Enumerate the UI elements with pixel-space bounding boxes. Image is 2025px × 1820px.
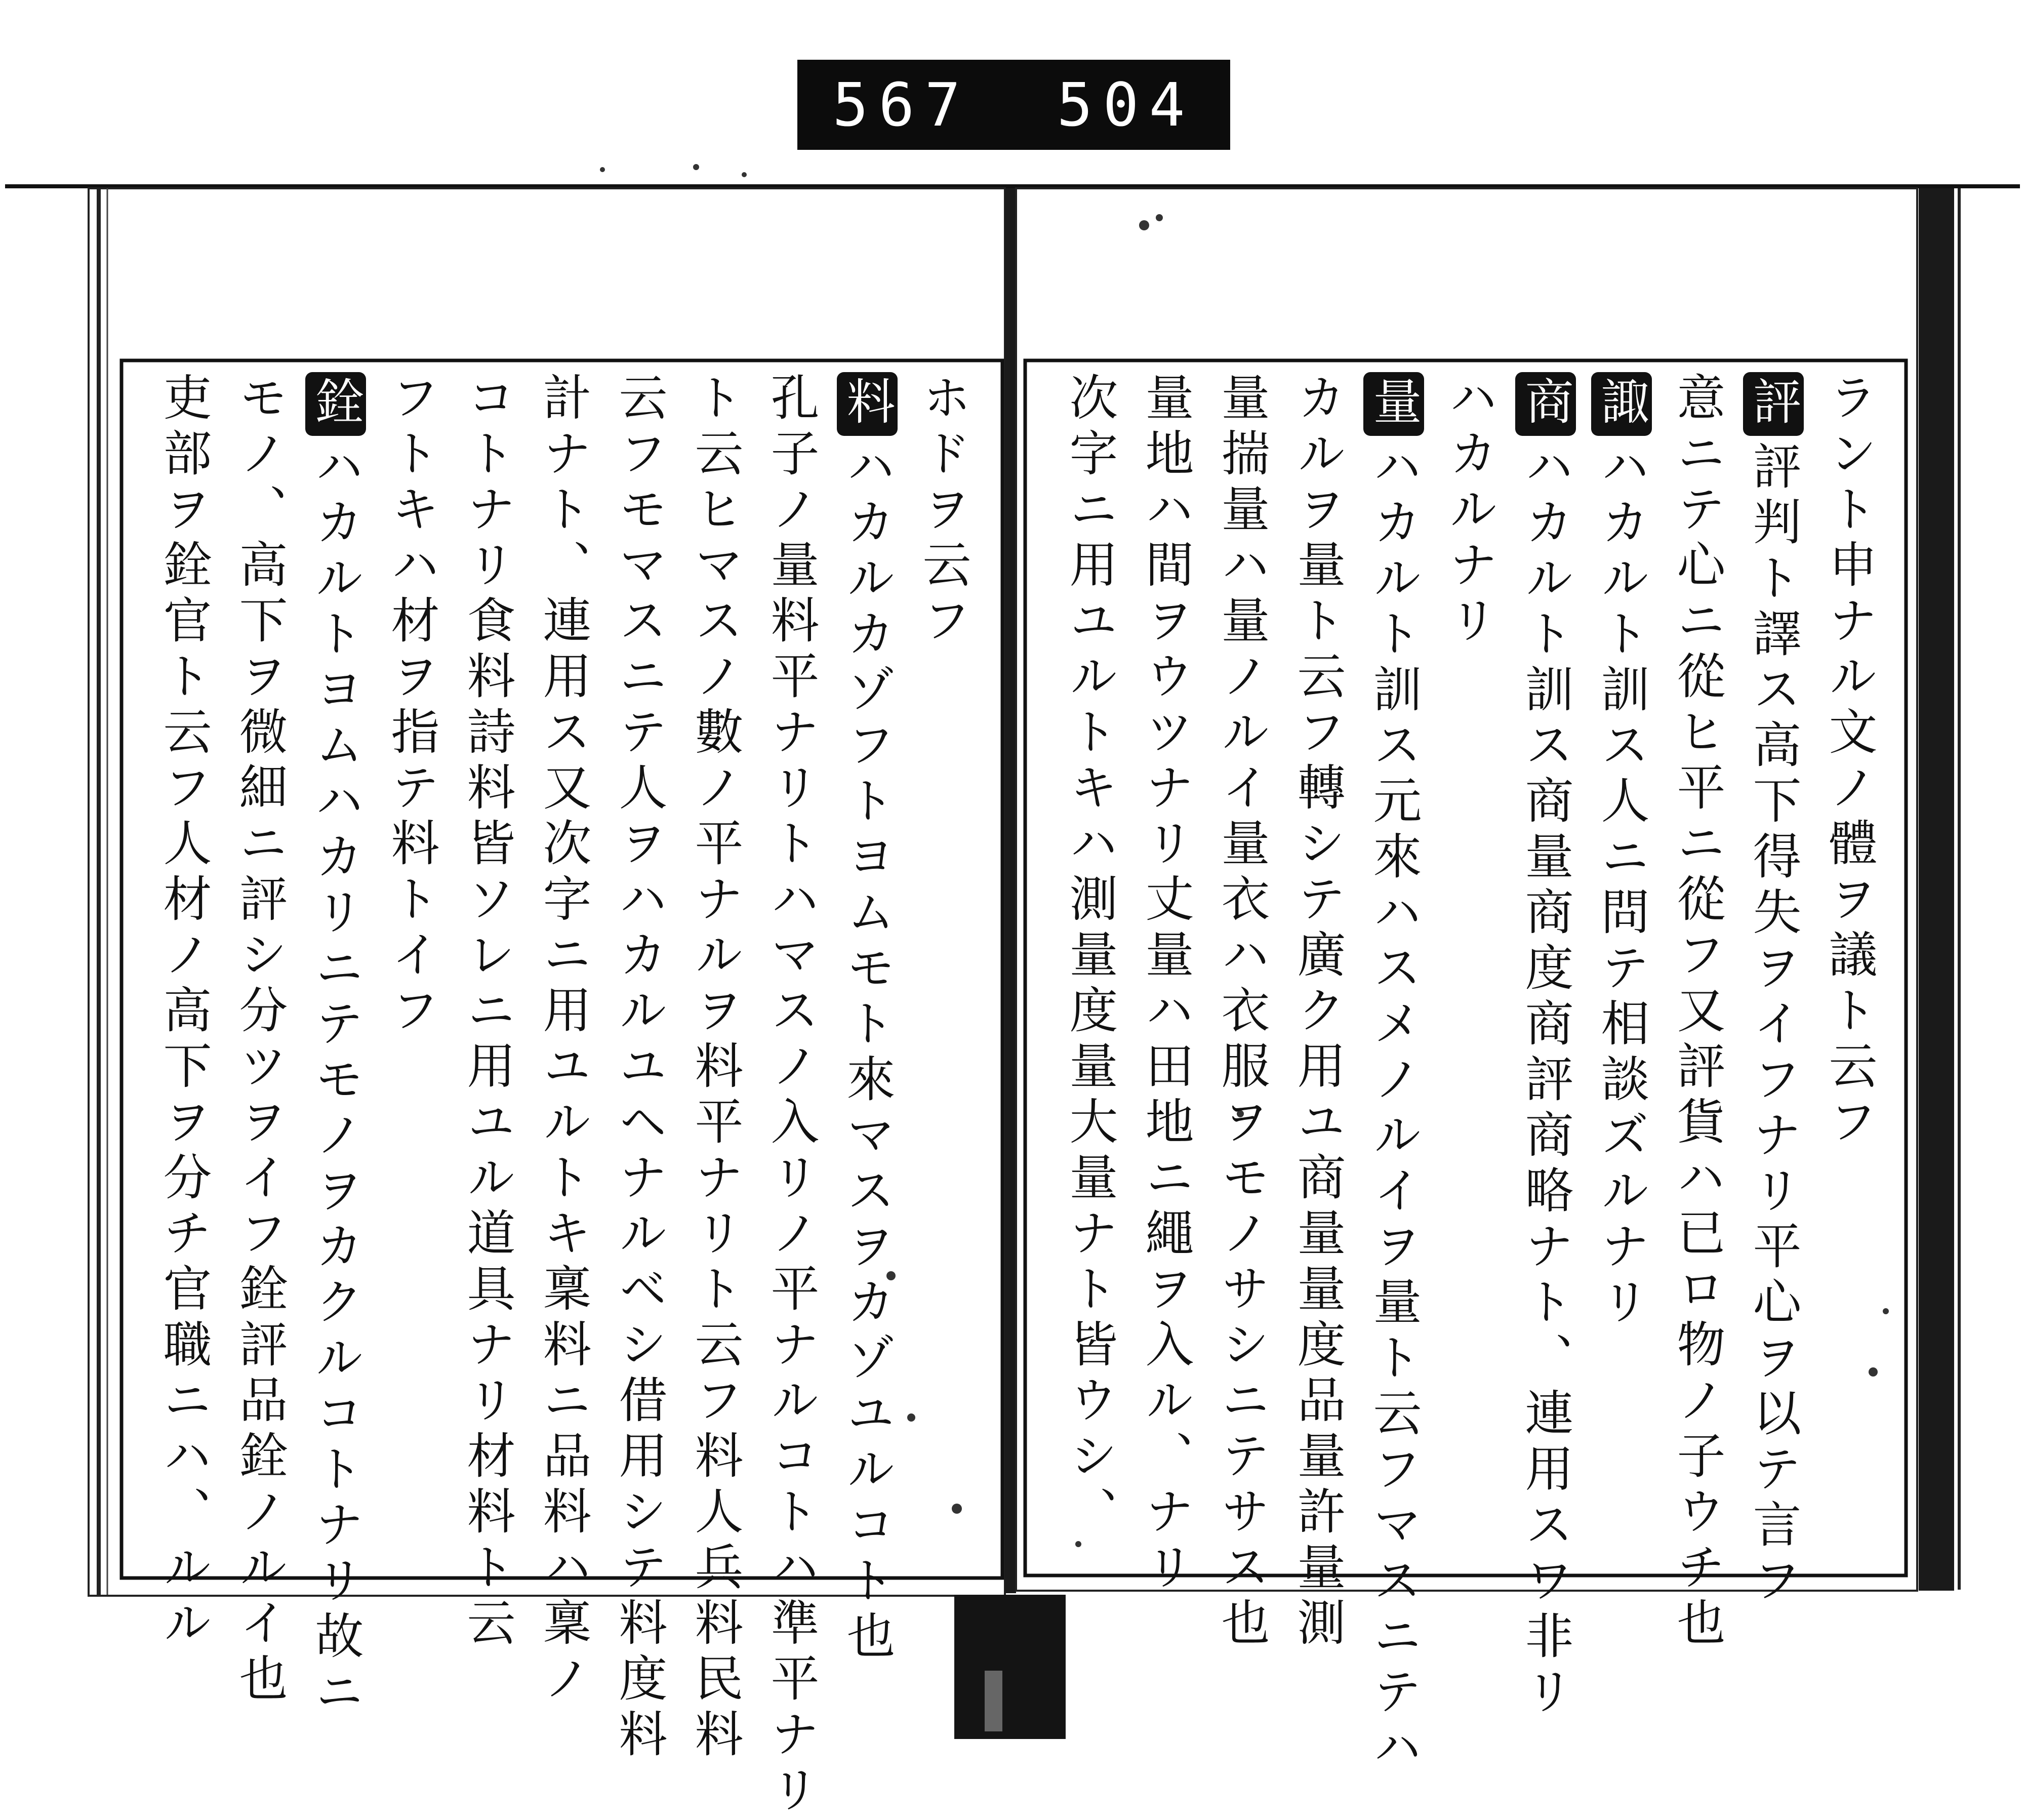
left-page-line: 孔子ノ量料平ナリトハマスノ入リノ平ナルコトハ準平ナリ [763, 372, 820, 1820]
left-page-column [687, 372, 744, 1764]
left-page-column [155, 372, 212, 1653]
left-page-line: モノ、高下ヲ微細ニ評シ分ツヲイフ銓評品銓ノルイ也 [231, 372, 288, 1709]
binding-strip [954, 1595, 1066, 1739]
right-page-line: ハカルト訓ス商量商度商評商略ナト、連用スワ非リ [1517, 441, 1574, 1722]
tag-number-right: 504 [1057, 70, 1195, 140]
left-page-column [839, 372, 896, 1666]
left-page-column [459, 372, 516, 1653]
left-page-column [307, 372, 364, 1722]
right-page-column [1062, 372, 1118, 1567]
right-page-headword: 諏 [1591, 372, 1652, 436]
left-page-headword: 銓 [305, 372, 366, 436]
right-page-line: 量揣量ハ量ノルイ量衣ハ衣服ヲモノサシニテサス也 [1213, 372, 1270, 1653]
right-page-column [1365, 372, 1422, 1777]
binding-strip-highlight [985, 1671, 1002, 1731]
left-page-column [535, 372, 592, 1709]
right-page-line: 意ニテ心ニ從ヒ平ニ從フ又評貨ハ已ロ物ノ子ウチ也 [1669, 372, 1726, 1653]
right-page-column [1441, 372, 1498, 1567]
right-page-line: ラント申ナル文ノ體ヲ議ト云フ [1821, 372, 1878, 1152]
right-page-headword: 評 [1743, 372, 1804, 436]
tag-number-left: 567 [832, 70, 971, 140]
right-page-column [1745, 372, 1802, 1610]
right-page-column [1593, 372, 1650, 1567]
left-page-column [915, 372, 971, 1567]
left-page-column [611, 372, 668, 1764]
left-page-line: フトキハ材ヲ指テ料トイフ [383, 372, 440, 1040]
right-page-line: ハカルト訓ス人ニ問テ相談ズルナリ [1593, 441, 1650, 1332]
right-page-column [1289, 372, 1346, 1653]
left-page-headword: 料 [837, 372, 898, 436]
left-page-line: 計ナト、連用ス又次字ニ用ユルトキ稟料ニ品料ハ稟ノ [535, 372, 592, 1709]
right-page-headword: 商 [1515, 372, 1576, 436]
left-page-line: 云フモマスニテ人ヲハカルユヘナルベシ借用シテ料度料 [611, 372, 668, 1764]
right-page-column [1669, 372, 1726, 1653]
right-page-line: ハカルト訓ス元來ハスメノルイヲ量ト云フマスニテハ [1365, 441, 1422, 1777]
right-fore-edge [1919, 188, 1954, 1591]
left-page-column [763, 372, 820, 1820]
left-page-column [231, 372, 288, 1709]
right-page-column [1213, 372, 1270, 1653]
left-page-line: ハカルトヨムハカリニテモノヲカクルコトナリ故ニ [307, 441, 364, 1722]
call-number-tag [797, 60, 1230, 150]
right-page-headword: 量 [1363, 372, 1424, 436]
left-page-column [383, 372, 440, 1567]
right-page-line: 次字ニ用ユルトキハ測量度量大量ナト皆ウシ、 [1062, 372, 1118, 1542]
left-page-line: ホドヲ云フ [915, 372, 971, 651]
right-page-line: 評判ト譯ス高下得失ヲイフナリ平心ヲ以テ言フ [1745, 441, 1802, 1610]
left-page-line: ト云ヒマスノ數ノ平ナルヲ料平ナリト云フ料人兵料民料 [687, 372, 744, 1764]
right-page-line: 量地ハ間ヲウツナリ丈量ハ田地ニ繩ヲ入ル、ナリ [1138, 372, 1194, 1597]
right-page-column [1138, 372, 1194, 1597]
center-gutter [1005, 188, 1016, 1593]
right-page-column [1517, 372, 1574, 1722]
right-page-column [1821, 372, 1878, 1567]
left-page-line: 吏部ヲ銓官ト云フ人材ノ高下ヲ分チ官職ニハ、ルル [155, 372, 212, 1653]
left-page-line: ハカルカゾフトヨムモト來マスヲカゾユルコト也 [839, 441, 896, 1666]
left-page-line: コトナリ食料詩料皆ソレニ用ユル道具ナリ材料ト云 [459, 372, 516, 1653]
right-page-line: カルヲ量ト云フ轉シテ廣ク用ユ商量量度品量許量測 [1289, 372, 1346, 1653]
right-page-line: ハカルナリ [1441, 372, 1498, 651]
